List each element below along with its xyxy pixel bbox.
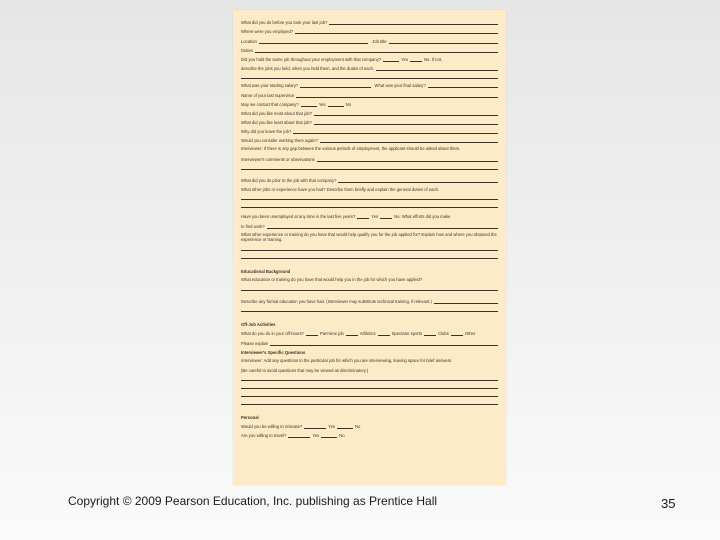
answer-line[interactable] — [241, 373, 498, 381]
question-label: Job title — [372, 38, 387, 44]
interviewer-note — [241, 355, 498, 364]
question-label: to find work? — [241, 223, 265, 229]
answer-line[interactable] — [300, 83, 370, 88]
yes-blank[interactable] — [288, 433, 310, 438]
question-label: Have you been unemployed at any time in the last five years? — [241, 214, 356, 220]
question-label: What did you do before you took your last job? — [241, 20, 328, 26]
answer-line[interactable] — [241, 192, 498, 200]
no-blank[interactable] — [380, 214, 392, 219]
section-heading-personal: Personal — [241, 414, 259, 420]
form-line — [241, 107, 498, 116]
answer-line[interactable] — [241, 389, 498, 397]
question-label: What did you like least about that job? — [241, 120, 312, 126]
checkbox-blank[interactable] — [451, 331, 463, 336]
checkbox-blank[interactable] — [424, 331, 436, 336]
no-blank[interactable] — [410, 57, 422, 62]
yes-blank[interactable] — [383, 57, 399, 62]
section-heading-interviewer: Interviewer's Specific Questions — [241, 349, 306, 355]
form-line — [241, 88, 498, 97]
form-line — [241, 98, 498, 107]
answer-line[interactable] — [241, 200, 498, 208]
answer-line[interactable] — [376, 66, 498, 71]
no-label: No — [345, 101, 351, 107]
answer-line[interactable] — [295, 29, 498, 34]
form-line — [241, 79, 498, 88]
answer-line[interactable] — [314, 111, 498, 116]
answer-line[interactable] — [267, 224, 498, 229]
answer-line[interactable] — [241, 162, 498, 170]
answer-line[interactable] — [270, 341, 498, 346]
question-label: Did you hold the same job throughout your employment with that company? — [241, 56, 382, 62]
answer-line[interactable] — [241, 71, 498, 79]
question-label: Would you be willing to relocate? — [241, 424, 303, 430]
answer-line[interactable] — [241, 381, 498, 389]
answer-line[interactable] — [338, 178, 498, 183]
answer-line[interactable] — [428, 83, 498, 88]
form-line — [241, 134, 498, 143]
page-number: 35 — [661, 496, 676, 511]
form-line — [241, 327, 498, 336]
answer-line[interactable] — [241, 304, 498, 312]
section-heading-education: Educational Background — [241, 268, 291, 274]
form-line — [241, 420, 498, 429]
question-label: What was your starting salary? — [241, 83, 299, 89]
answer-line[interactable] — [329, 20, 498, 25]
no-label: No — [355, 424, 361, 430]
question-label: Name of your last supervisor — [241, 92, 295, 98]
answer-line[interactable] — [293, 129, 498, 134]
answer-line[interactable] — [255, 48, 498, 53]
yes-label: Yes — [312, 433, 320, 439]
answer-line[interactable] — [241, 283, 498, 291]
form-line — [241, 219, 498, 228]
no-blank[interactable] — [328, 102, 344, 107]
question-label: Please explain — [241, 340, 269, 346]
no-blank[interactable] — [321, 433, 337, 438]
question-label: What other jobs or experience have you had? Describe them briefly and explain the general duties of each. — [241, 187, 440, 193]
question-label: Location — [241, 38, 257, 44]
answer-line[interactable] — [317, 157, 498, 162]
option-label: Clubs — [438, 331, 449, 337]
section-heading-activities: Off-Job Activities — [241, 322, 276, 328]
form-line — [241, 208, 498, 219]
option-label: Athletics — [359, 331, 376, 337]
note-text: (Be careful to avoid questions that may be viewed as discriminatory.) — [241, 367, 369, 373]
checkbox-blank[interactable] — [306, 331, 318, 336]
form-line — [241, 53, 498, 62]
interviewer-note — [241, 364, 498, 373]
no-label: No. What efforts did you make — [394, 214, 451, 220]
form-line — [241, 116, 498, 125]
form-line — [241, 183, 498, 192]
form-line — [241, 125, 498, 134]
option-label: Other — [464, 331, 476, 337]
yes-label: Yes — [401, 56, 408, 62]
form-line — [241, 153, 498, 162]
question-label: What did you do prior to the job with that company? — [241, 178, 337, 183]
copyright-text: Copyright © 2009 Pearson Education, Inc. publishing as Prentice Hall — [68, 494, 438, 508]
form-line — [241, 44, 498, 53]
question-label: May we contact that company? — [241, 101, 299, 107]
form-line — [241, 429, 498, 438]
question-label: Where were you employed? — [241, 29, 294, 35]
application-form-page — [233, 10, 506, 485]
question-label: What education or training do you have that would help you in the job for which you have applied? — [241, 276, 423, 282]
yes-blank[interactable] — [304, 424, 326, 429]
no-label: No. If not, — [423, 56, 443, 62]
yes-label: Yes — [328, 424, 335, 430]
answer-line[interactable] — [241, 243, 498, 251]
form-line — [241, 336, 498, 345]
question-label: Describe any formal education you have had. (Interviewer may substitute technical training, if relevant.) — [241, 299, 432, 305]
answer-line[interactable] — [389, 39, 498, 44]
yes-blank[interactable] — [357, 214, 369, 219]
answer-line[interactable] — [320, 138, 498, 143]
question-label: What did you like most about that job? — [241, 110, 312, 116]
question-label: Duties — [241, 47, 253, 53]
form-line — [241, 174, 498, 183]
option-label: Part-time job — [320, 331, 344, 337]
form-line — [241, 295, 498, 304]
form-line — [241, 274, 498, 283]
checkbox-blank[interactable] — [378, 331, 390, 336]
note-text: Interviewer: If there is any gap between the various periods of employment, the applicant should be asked about them. — [241, 146, 461, 152]
form-line — [241, 229, 498, 243]
question-label: Would you consider working there again? — [241, 138, 318, 144]
question-label: What other experience or training do you have that would help qualify you for the job applied for? Explain how and where you obtained the experience or training. — [241, 231, 497, 242]
form-line — [241, 34, 498, 43]
question-label: Are you willing to travel? — [241, 433, 287, 439]
answer-line[interactable] — [296, 93, 498, 98]
interviewer-note — [241, 143, 498, 152]
note-text: Interviewer: Add any questions to the particular job for which you are interviewing, leaving space for brief answers. — [241, 357, 453, 363]
form-line — [241, 16, 498, 25]
question-label: What was your final salary? — [374, 83, 426, 89]
question-label: describe the jobs you held, when you held them, and the duties of each. — [241, 66, 375, 72]
answer-line[interactable] — [434, 299, 498, 304]
form-line — [241, 25, 498, 34]
yes-label: Yes — [371, 214, 379, 220]
question-label: Why did you leave the job? — [241, 129, 292, 135]
question-label: What do you do in your off-hours? — [241, 331, 305, 337]
checkbox-blank[interactable] — [346, 331, 358, 336]
answer-line[interactable] — [241, 251, 498, 259]
form-content — [241, 16, 498, 438]
answer-line[interactable] — [314, 120, 498, 125]
form-line — [241, 62, 498, 71]
option-label: Spectator sports — [391, 331, 423, 337]
question-label: Interviewer's comments or observations — [241, 156, 315, 162]
yes-label: Yes — [318, 101, 326, 107]
no-label: No — [339, 433, 345, 439]
yes-blank[interactable] — [301, 102, 317, 107]
answer-line[interactable] — [259, 39, 368, 44]
no-blank[interactable] — [337, 424, 353, 429]
answer-line[interactable] — [241, 397, 498, 405]
